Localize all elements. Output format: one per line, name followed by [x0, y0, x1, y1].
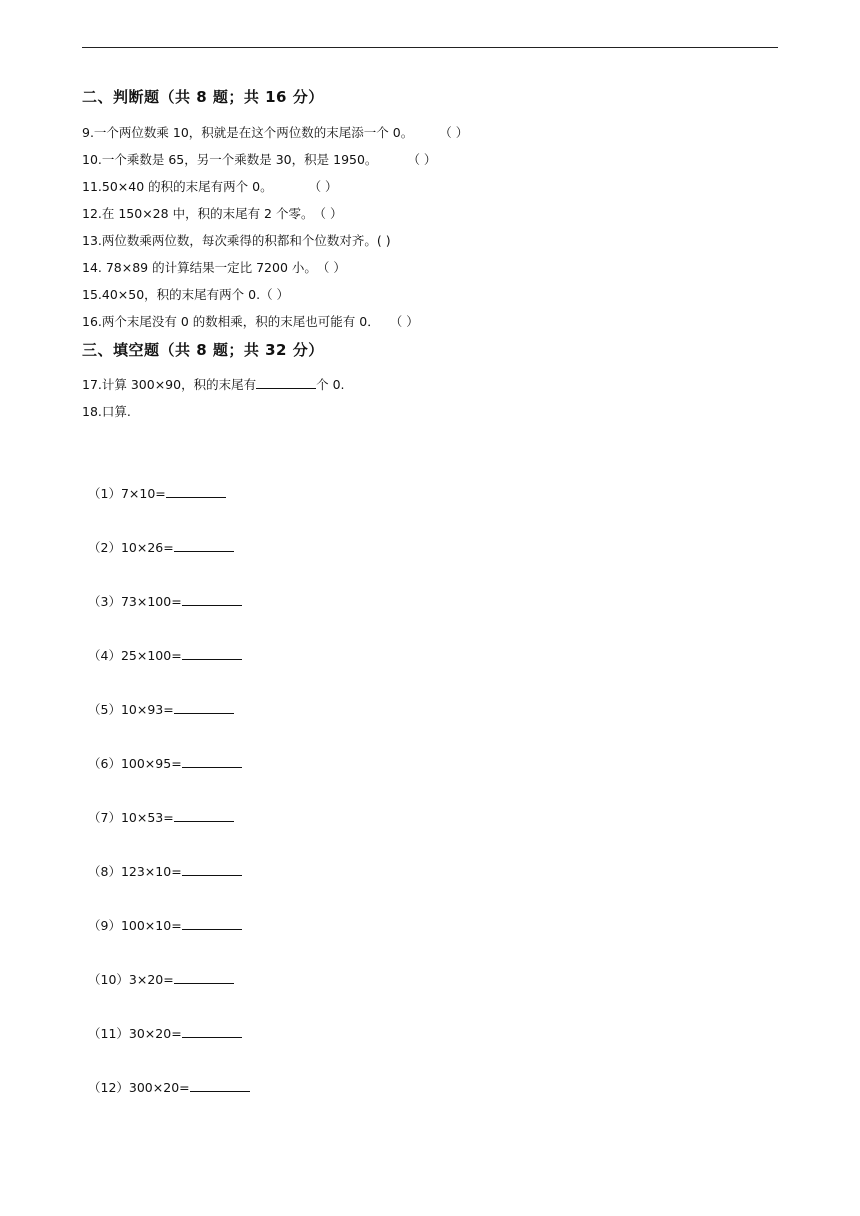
mental-math-item-9-text: （9）100×10= — [88, 918, 182, 933]
answer-blank-3[interactable] — [182, 593, 242, 606]
mental-math-item-5-text: （5）10×93= — [88, 702, 174, 717]
mental-math-item-8-text: （8）123×10= — [88, 864, 182, 879]
mental-math-item-3 — [88, 592, 242, 610]
mental-math-item-6-text: （6）100×95= — [88, 756, 182, 771]
question-18: 18.口算. — [82, 404, 131, 419]
mental-math-item-12-text: （12）300×20= — [88, 1080, 190, 1095]
mental-math-item-6 — [88, 754, 242, 772]
answer-paren-13[interactable]: ( ) — [376, 233, 391, 248]
question-11 — [82, 177, 338, 195]
mental-math-item-12 — [88, 1078, 250, 1096]
question-9 — [82, 123, 468, 141]
mental-math-item-7-text: （7）10×53= — [88, 810, 174, 825]
answer-blank-10[interactable] — [174, 971, 234, 984]
mental-math-item-2-text: （2）10×26= — [88, 540, 174, 555]
mental-math-item-4-text: （4）25×100= — [88, 648, 182, 663]
question-10-text: 10.一个乘数是 65，另一个乘数是 30，积是 1950。 — [82, 152, 378, 167]
answer-blank-6[interactable] — [182, 755, 242, 768]
answer-paren-9[interactable]: （ ） — [439, 125, 469, 140]
answer-blank-4[interactable] — [182, 647, 242, 660]
mental-math-item-3-text: （3）73×100= — [88, 594, 182, 609]
question-14 — [82, 258, 346, 276]
question-13 — [82, 231, 391, 249]
question-9-text: 9.一个两位数乘 10，积就是在这个两位数的末尾添一个 0。 — [82, 125, 414, 140]
section-heading-fill-blank: 三、填空题（共 8 题；共 32 分） — [82, 341, 324, 359]
header-rule — [82, 47, 778, 48]
mental-math-item-4 — [88, 646, 242, 664]
mental-math-item-9 — [88, 916, 242, 934]
mental-math-item-8 — [88, 862, 242, 880]
question-10 — [82, 150, 436, 168]
answer-paren-16[interactable]: （ ） — [389, 314, 419, 329]
answer-paren-12[interactable]: （ ） — [313, 206, 343, 221]
question-15 — [82, 285, 289, 303]
mental-math-item-2 — [88, 538, 234, 556]
answer-paren-14[interactable]: （ ） — [316, 260, 346, 275]
answer-paren-11[interactable]: （ ） — [308, 179, 338, 194]
mental-math-item-11-text: （11）30×20= — [88, 1026, 182, 1041]
question-13-text: 13.两位数乘两位数，每次乘得的积都和个位数对齐。 — [82, 233, 377, 248]
question-16 — [82, 312, 419, 330]
question-16-text: 16.两个末尾没有 0 的数相乘，积的末尾也可能有 0． — [82, 314, 380, 329]
question-11-text: 11.50×40 的积的末尾有两个 0。 — [82, 179, 273, 194]
answer-paren-15[interactable]: （ ） — [260, 287, 290, 302]
mental-math-item-1-text: （1）7×10= — [88, 486, 166, 501]
mental-math-item-5 — [88, 700, 234, 718]
mental-math-item-11 — [88, 1024, 242, 1042]
answer-blank-8[interactable] — [182, 863, 242, 876]
answer-blank-9[interactable] — [182, 917, 242, 930]
answer-blank-5[interactable] — [174, 701, 234, 714]
section-heading-judgement: 二、判断题（共 8 题；共 16 分） — [82, 88, 324, 106]
answer-blank-12[interactable] — [190, 1079, 250, 1092]
mental-math-item-7 — [88, 808, 234, 826]
answer-blank-7[interactable] — [174, 809, 234, 822]
question-15-text: 15.40×50，积的末尾有两个 0. — [82, 287, 261, 302]
question-17 — [82, 375, 345, 393]
question-12-text: 12.在 150×28 中，积的末尾有 2 个零。 — [82, 206, 314, 221]
mental-math-item-10 — [88, 970, 234, 988]
answer-blank-17[interactable] — [256, 376, 316, 389]
answer-blank-11[interactable] — [182, 1025, 242, 1038]
mental-math-item-10-text: （10）3×20= — [88, 972, 174, 987]
question-17-suffix: 个 0. — [316, 377, 345, 392]
question-12 — [82, 204, 342, 222]
answer-blank-2[interactable] — [174, 539, 234, 552]
answer-blank-1[interactable] — [166, 485, 226, 498]
question-17-text: 17.计算 300×90，积的末尾有 — [82, 377, 257, 392]
answer-paren-10[interactable]: （ ） — [407, 152, 437, 167]
question-14-text: 14. 78×89 的计算结果一定比 7200 小。 — [82, 260, 317, 275]
mental-math-item-1 — [88, 484, 226, 502]
